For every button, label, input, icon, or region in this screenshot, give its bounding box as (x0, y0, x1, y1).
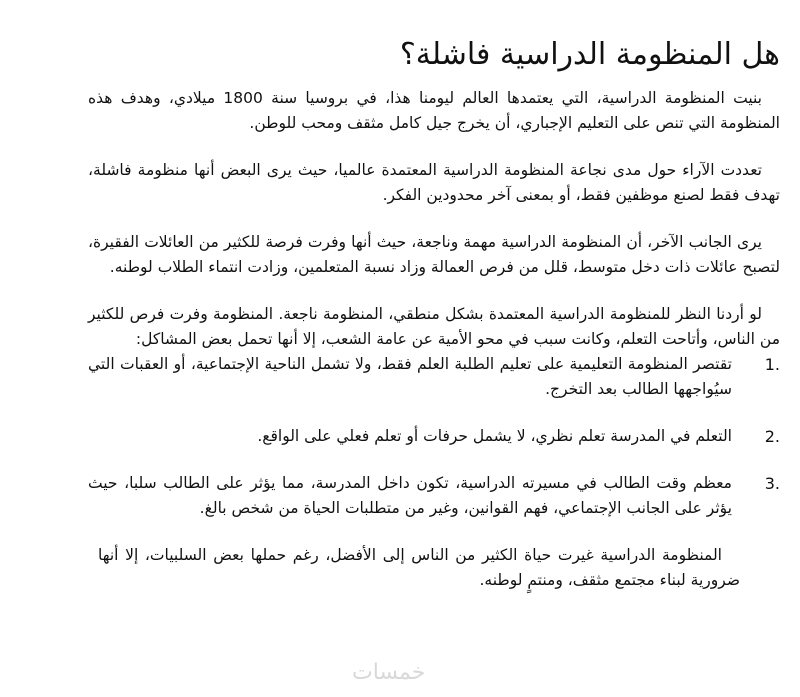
paragraph-intro: بنيت المنظومة الدراسية، التي يعتمدها العالم ليومنا هذا، في بروسيا سنة 1800 ميلادي، وهدف هذه المنظومة التي تنص على التعليم الإجباري، أن يخرج جيل كامل مثقف ومحب للوطن. (88, 89, 780, 132)
list-item-number: 2. (764, 427, 780, 446)
list-item (88, 352, 780, 402)
watermark-logo: خمسات (352, 660, 426, 685)
list-item (88, 424, 780, 449)
paragraph-opinions: تعددت الآراء حول مدى نجاعة المنظومة الدراسية المعتمدة عالميا، حيث يرى البعض أنها منظومة فاشلة، تهدف فقط لصنع موظفين فقط، أو بمعنى آخر محدودين الفكر. (88, 161, 780, 204)
list-item (88, 471, 780, 521)
list-item-text: التعلم في المدرسة تعلم نظري، لا يشمل حرفات أو تعلم فعلي على الواقع. (257, 427, 732, 445)
problems-list (88, 352, 780, 521)
list-item-number: 1. (764, 355, 780, 374)
list-item-text: معظم وقت الطالب في مسيرته الدراسية، تكون داخل المدرسة، مما يؤثر على الطالب سلبا، حيث يؤثر على الجانب الإجتماعي، فهم القوانين، وغير من متطلبات الحياة من شخص بالغ. (88, 474, 732, 517)
page-title: هل المنظومة الدراسية فاشلة؟ (399, 37, 780, 72)
paragraph-closing: المنظومة الدراسية غيرت حياة الكثير من الناس إلى الأفضل، رغم حملها بعض السلبيات، إلا أنها ضرورية لبناء مجتمع مثقف، ومنتمٍ لوطنه. (98, 546, 740, 589)
paragraph-logical-view: لو أردنا النظر للمنظومة الدراسية المعتمدة بشكل منطقي، المنظومة ناجعة. المنظومة وفرت فرص للكثير من الناس، وأتاحت التعلم، وكانت سبب في محو الأمية عن عامة الشعب، إلا أنها تحمل بعض المشاكل: (88, 305, 780, 348)
list-item-text: تقتصر المنظومة التعليمية على تعليم الطلبة العلم فقط، ولا تشمل الناحية الإجتماعية، أو العقبات التي سيُواجهها الطالب بعد التخرج. (88, 355, 732, 398)
paragraph-other-side: يرى الجانب الآخر، أن المنظومة الدراسية مهمة وناجعة، حيث أنها وفرت فرصة للكثير من العائلات الفقيرة، لتصبح عائلات ذات دخل متوسط، قلل من فرص العمالة وزاد نسبة المتعلمين، وزادت انتماء الطلاب لوطنه. (88, 233, 780, 276)
document (88, 30, 780, 593)
list-item-number: 3. (764, 474, 780, 493)
